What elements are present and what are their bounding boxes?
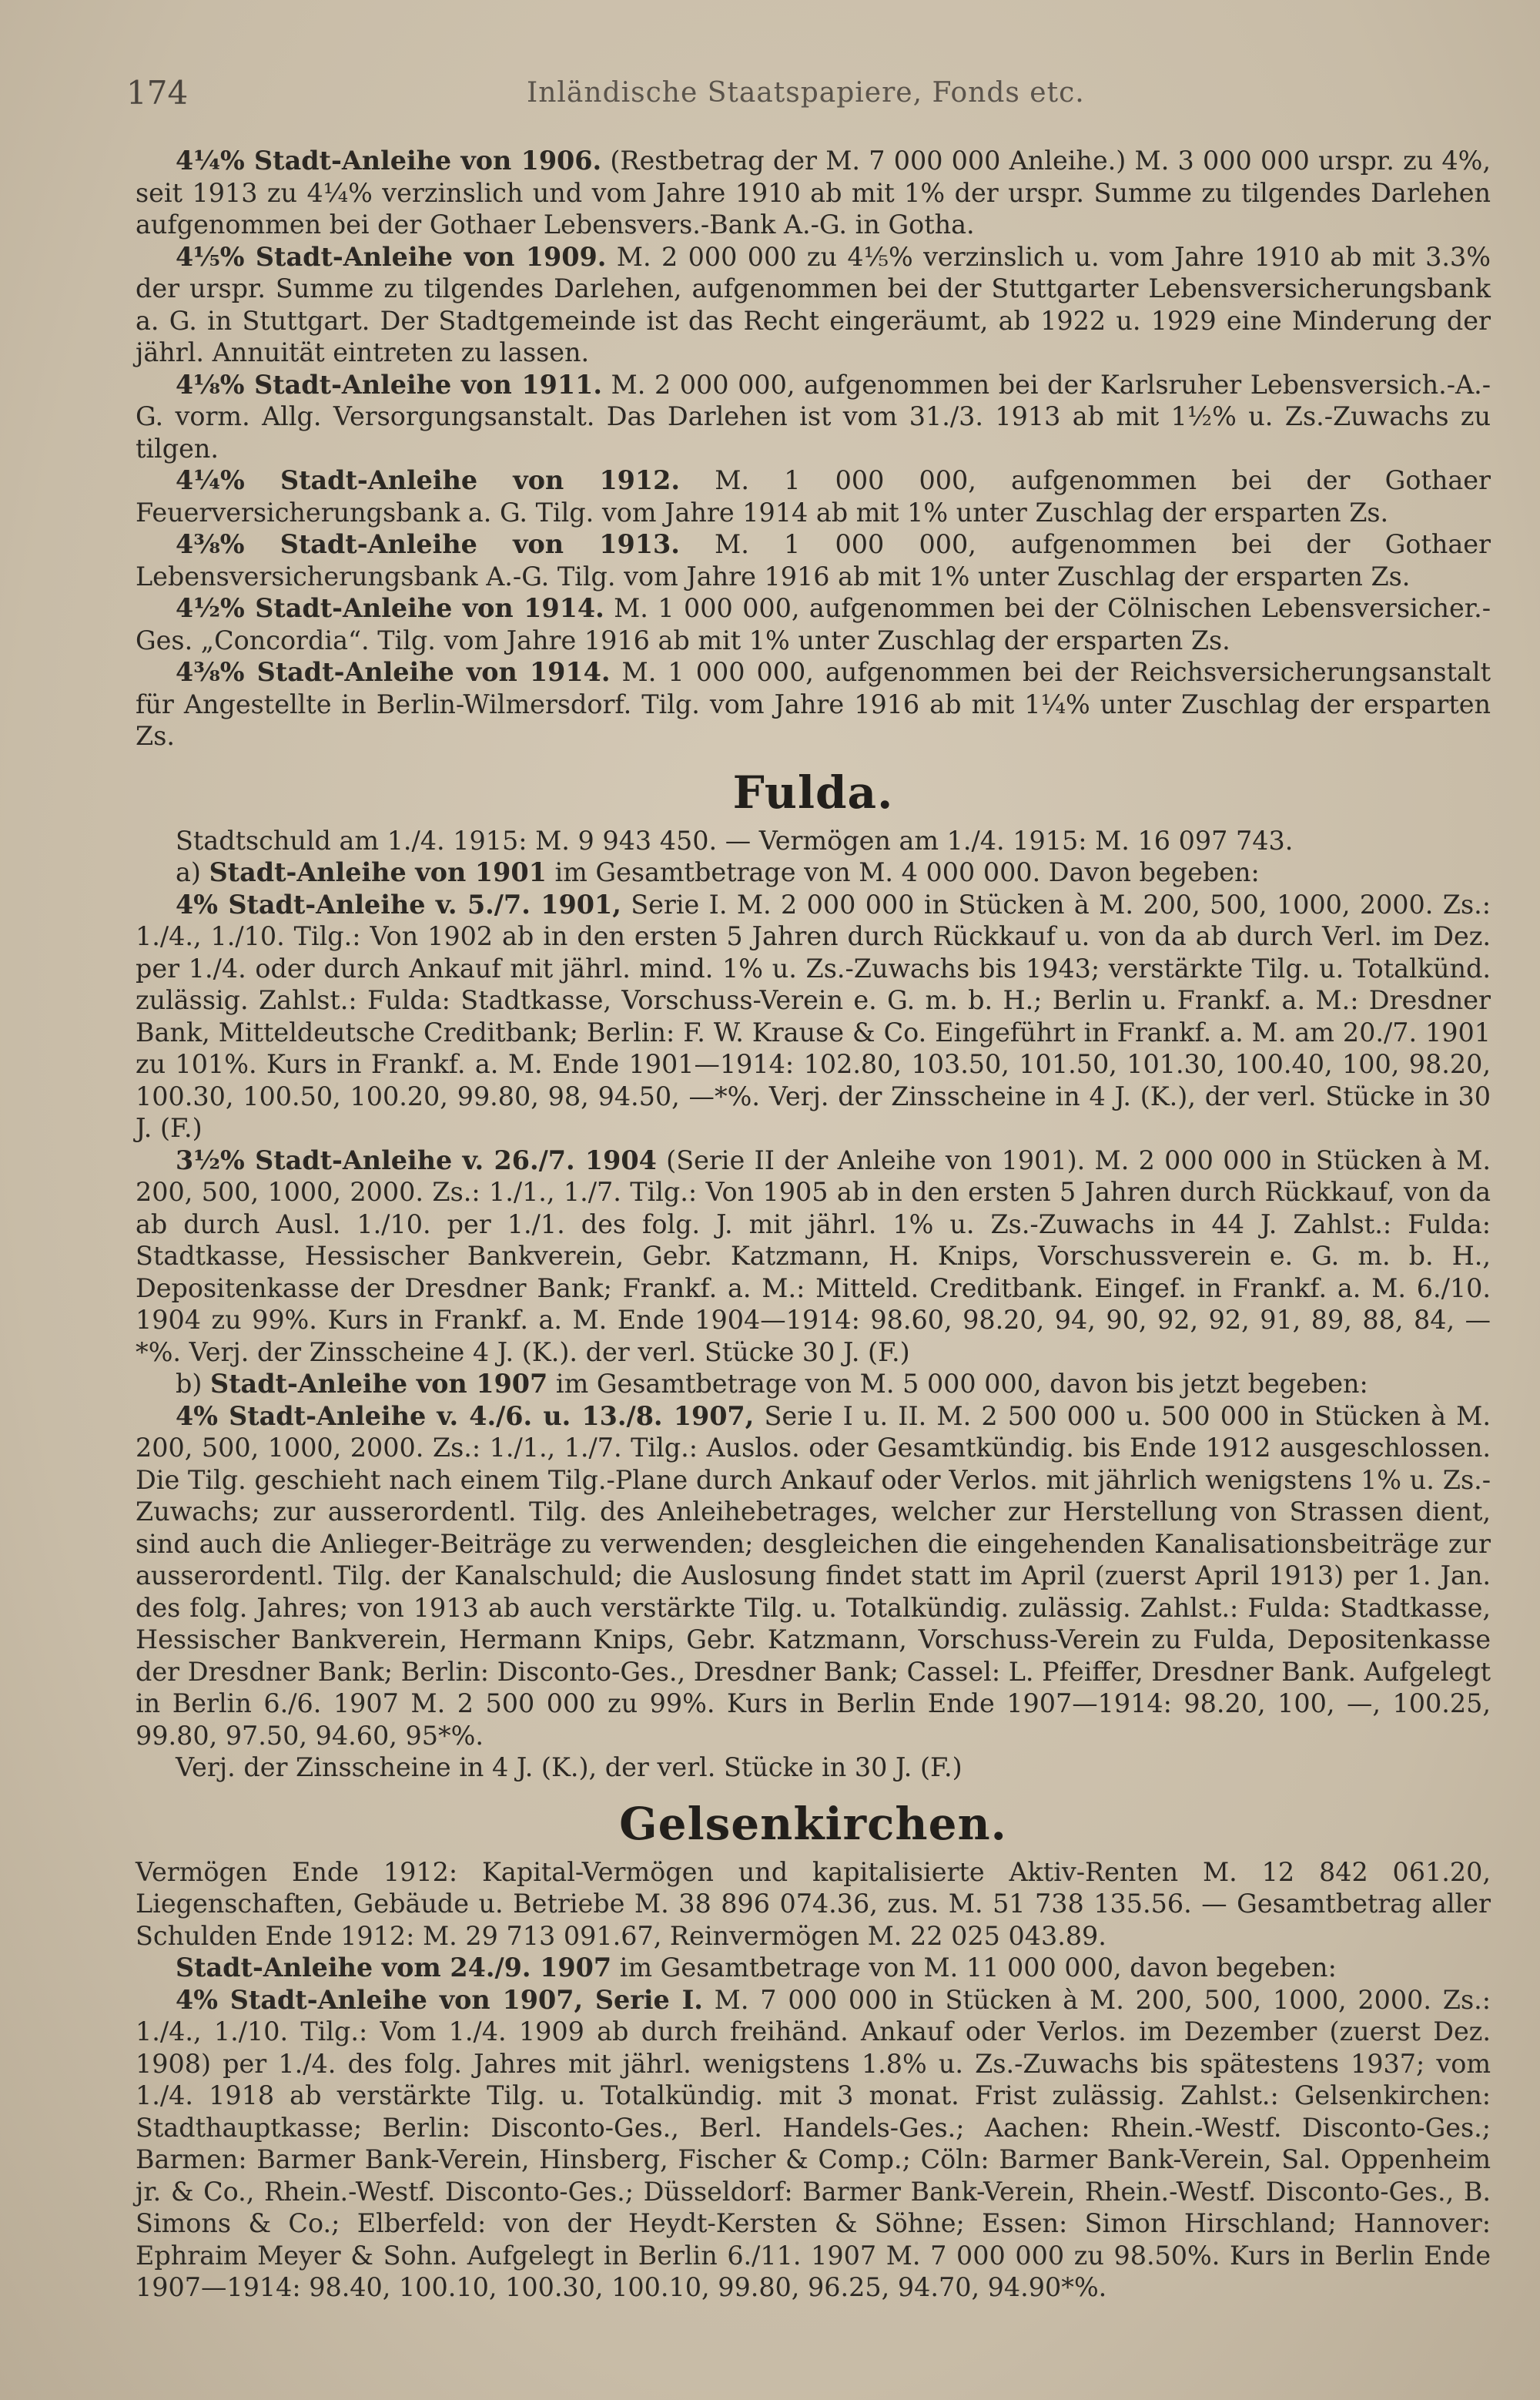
page-number: 174 (126, 74, 189, 112)
loan-title: 4% Stadt-Anleihe v. 5./7. 1901, (176, 889, 621, 920)
loan-text: M. 1 000 000, aufgenommen bei der Reichsversicherungsanstalt für Angestellte in Berlin-Wilmersdorf. Tilg. vom Jahre 1916 ab mit 1¼% unter Zuschlag der ersparten Zs. (136, 657, 1491, 751)
loan-title: 4⅕% Stadt-Anleihe von 1909. (176, 241, 607, 272)
loan-text: M. 1 000 000, aufgenommen bei der Gothaer Lebensversicherungsbank A.-G. Tilg. vom Jahre 1916 ab mit 1% unter Zuschlag der ersparten Zs. (136, 529, 1491, 592)
gelsenkirchen-loan-series-1 (136, 1984, 1491, 2304)
loan-entry-1909 (136, 241, 1491, 369)
loan-title: 4½% Stadt-Anleihe von 1914. (176, 593, 604, 623)
loan-text: M. 1 000 000, aufgenommen bei der Cölnischen Lebensversicher.-Ges. „Concordia“. Tilg. vom Jahre 1916 ab mit 1% unter Zuschlag der ersparten Zs. (136, 593, 1491, 655)
loan-title: 4% Stadt-Anleihe von 1907, Serie I. (176, 1984, 703, 2015)
loan-title: 4¼% Stadt-Anleihe von 1906. (176, 146, 602, 176)
loan-text: im Gesamtbetrage von M. 4 000 000. Davon begeben: (546, 857, 1260, 887)
fulda-loan-a1 (136, 889, 1491, 1145)
loan-text: M. 2 000 000 zu 4⅕% verzinslich u. vom Jahre 1910 ab mit 3.3% der urspr. Summe zu tilgendes Darlehen, aufgenommen bei der Stuttgarter Lebensversicherungsbank a. G. in Stuttgart. Der Stadtgemeinde ist das Recht eingeräumt, ab 1922 u. 1929 eine Minderung der jährl. Annuität eintreten zu lassen. (136, 241, 1491, 367)
fulda-loan-a (136, 856, 1491, 889)
loan-text: M. 7 000 000 in Stücken à M. 200, 500, 1000, 2000. Zs.: 1./4., 1./10. Tilg.: Vom 1./4. 1909 ab durch freihänd. Ankauf oder Verlos. im Dezember (zuerst Dez. 1908) per 1./4. des folg. Jahres mit jährl. wenigstens 1.8% u. Zs.-Zuwachs bis spätestens 1937; vom 1./4. 1918 ab verstärkte Tilg. u. Totalkündig. mit 3 monat. Frist zulässig. Zahlst.: Gelsenkirchen: Stadthauptkasse; Berlin: Disconto-Ges., Berl. Handels-Ges.; Aachen: Rhein.-Westf. Disconto-Ges.; Barmen: Barmer Bank-Verein, Hinsberg, Fischer & Comp.; Cöln: Barmer Bank-Verein, Sal. Oppenheim jr. & Co., Rhein.-Westf. Disconto-Ges.; Düsseldorf: Barmer Bank-Verein, Rhein.-Westf. Disconto-Ges., B. Simons & Co.; Elberfeld: von der Heydt-Kersten & Söhne; Essen: Simon Hirschland; Hannover: Ephraim Meyer & Sohn. Aufgelegt in Berlin 6./11. 1907 M. 7 000 000 zu 98.50%. Kurs in Berlin Ende 1907—1914: 98.40, 100.10, 100.30, 100.10, 99.80, 96.25, 94.70, 94.90*%. (136, 1984, 1491, 2302)
loan-text: im Gesamtbetrage von M. 11 000 000, davon begeben: (611, 1953, 1337, 1983)
fulda-footer-note: Verj. der Zinsscheine in 4 J. (K.), der verl. Stücke in 30 J. (F.) (176, 1752, 962, 1782)
loan-entry-1914-a (136, 592, 1491, 656)
page-header (126, 74, 1481, 120)
loan-text: (Serie II der Anleihe von 1901). M. 2 000 000 in Stücken à M. 200, 500, 1000, 2000. Zs.: 1./1., 1./7. Tilg.: Von 1905 ab in den ersten 5 Jahren durch Rückkauf, von da ab durch Ausl. 1./10. per 1./1. des folg. J. mit jährl. 1% u. Zs.-Zuwachs in 44 J. Zahlst.: Fulda: Stadtkasse, Hessischer Bankverein, Gebr. Katzmann, H. Knips, Vorschussverein e. G. m. b. H., Depositenkasse der Dresdner Bank; Frankf. a. M.: Mitteld. Creditbank. Eingef. in Frankf. a. M. 6./10. 1904 zu 99%. Kurs in Frankf. a. M. Ende 1904—1914: 98.60, 98.20, 94, 90, 92, 92, 91, 89, 88, 84, —*%. Verj. der Zinsscheine 4 J. (K.). der verl. Stücke 30 J. (F.) (136, 1145, 1491, 1367)
loan-title: Stadt-Anleihe vom 24./9. 1907 (176, 1953, 612, 1983)
loan-text: im Gesamtbetrage von M. 5 000 000, davon bis jetzt begeben: (547, 1369, 1368, 1399)
fulda-loan-b1 (136, 1400, 1491, 1752)
loan-entry-1914-b (136, 656, 1491, 753)
loan-entry-1906 (136, 145, 1491, 241)
loan-title: 4¼% Stadt-Anleihe von 1912. (176, 465, 681, 495)
loan-title: 4% Stadt-Anleihe v. 4./6. u. 13./8. 1907, (176, 1400, 755, 1431)
fulda-summary: Stadtschuld am 1./4. 1915: M. 9 943 450. — Vermögen am 1./4. 1915: M. 16 097 743. (176, 825, 1294, 856)
loan-title: Stadt-Anleihe von 1907 (210, 1369, 548, 1399)
loan-title: 4⅜% Stadt-Anleihe von 1913. (176, 529, 680, 559)
loan-text: Serie I. M. 2 000 000 in Stücken à M. 200, 500, 1000, 2000. Zs.: 1./4., 1./10. Tilg.: Von 1902 ab in den ersten 5 Jahren durch Rückkauf u. von da ab durch Verl. im Dez. per 1./4. oder durch Ankauf mit jährl. mind. 1% u. Zs.-Zuwachs bis 1943; verstärkte Tilg. u. Totalkünd. zulässig. Zahlst.: Fulda: Stadtkasse, Vorschuss-Verein e. G. m. b. H.; Berlin u. Frankf. a. M.: Dresdner Bank, Mitteldeutsche Creditbank; Berlin: F. W. Krause & Co. Eingeführt in Frankf. a. M. am 20./7. 1901 zu 101%. Kurs in Frankf. a. M. Ende 1901—1914: 102.80, 103.50, 101.50, 101.30, 100.40, 100, 98.20, 100.30, 100.50, 100.20, 99.80, 98, 94.50, —*%. Verj. der Zinsscheine in 4 J. (K.), der verl. Stücke in 30 J. (F.) (136, 889, 1491, 1143)
loan-entry-1911 (136, 369, 1491, 465)
fulda-loan-b (136, 1368, 1491, 1400)
loan-title: 4⅜% Stadt-Anleihe von 1914. (176, 657, 611, 687)
loan-entry-1913 (136, 528, 1491, 592)
page-content (136, 145, 1491, 2304)
gelsenkirchen-summary: Vermögen Ende 1912: Kapital-Vermögen und kapitalisierte Aktiv-Renten M. 12 842 061.20, Liegenschaften, Gebäude u. Betriebe M. 38 896 074.36, zus. M. 51 738 135.56. — Gesamtbetrag aller Schulden Ende 1912: M. 29 713 091.67, Reinvermögen M. 22 025 043.89. (136, 1856, 1491, 1951)
loan-text: (Restbetrag der M. 7 000 000 Anleihe.) M. 3 000 000 urspr. zu 4%, seit 1913 zu 4¼% verzinslich und vom Jahre 1910 ab mit 1% der urspr. Summe zu tilgendes Darlehen aufgenommen bei der Gothaer Lebensvers.-Bank A.-G. in Gotha. (136, 146, 1491, 240)
gelsenkirchen-loan-main (136, 1952, 1491, 1984)
loan-title: 3½% Stadt-Anleihe v. 26./7. 1904 (176, 1145, 657, 1175)
loan-entry-1912 (136, 464, 1491, 528)
loan-title: Stadt-Anleihe von 1901 (209, 857, 547, 887)
loan-text: Serie I u. II. M. 2 500 000 u. 500 000 in Stücken à M. 200, 500, 1000, 2000. Zs.: 1./1., 1./7. Tilg.: Auslos. oder Gesamtkündig. bis Ende 1912 ausgeschlossen. Die Tilg. geschieht nach einem Tilg.-Plane durch Ankauf oder Verlos. mit jährlich wenigstens 1% u. Zs.-Zuwachs; zur ausserordentl. Tilg. des Anleihebetrages, welcher zur Herstellung von Strassen dient, sind auch die Anlieger-Beiträge zu verwenden; desgleichen die eingehenden Kanalisationsbeiträge zur ausserordentl. Tilg. der Kanalschuld; die Auslosung findet statt im April (zuerst April 1913) per 1. Jan. des folg. Jahres; von 1913 ab auch verstärkte Tilg. u. Totalkündig. zulässig. Zahlst.: Fulda: Stadtkasse, Hessischer Bankverein, Hermann Knips, Gebr. Katzmann, Vorschuss-Verein zu Fulda, Depositenkasse der Dresdner Bank; Berlin: Disconto-Ges., Dresdner Bank; Cassel: L. Pfeiffer, Dresdner Bank. Aufgelegt in Berlin 6./6. 1907 M. 2 500 000 zu 99%. Kurs in Berlin Ende 1907—1914: 98.20, 100, —, 100.25, 99.80, 97.50, 94.60, 95*%. (136, 1400, 1491, 1751)
item-prefix: a) (176, 857, 209, 887)
section-heading-fulda: Fulda. (732, 766, 894, 819)
loan-text: M. 1 000 000, aufgenommen bei der Gothaer Feuerversicherungsbank a. G. Tilg. vom Jahre 1914 ab mit 1% unter Zuschlag der ersparten Zs. (136, 465, 1491, 528)
fulda-loan-a2 (136, 1145, 1491, 1369)
section-heading-gelsenkirchen: Gelsenkirchen. (619, 1797, 1007, 1850)
running-title: Inländische Staatspapiere, Fonds etc. (527, 77, 1085, 109)
loan-text: M. 2 000 000, aufgenommen bei der Karlsruher Lebensversich.-A.-G. vorm. Allg. Versorgungsanstalt. Das Darlehen ist vom 31./3. 1913 ab mit 1½% u. Zs.-Zuwachs zu tilgen. (136, 369, 1491, 464)
item-prefix: b) (176, 1369, 211, 1399)
loan-title: 4⅛% Stadt-Anleihe von 1911. (176, 369, 602, 400)
